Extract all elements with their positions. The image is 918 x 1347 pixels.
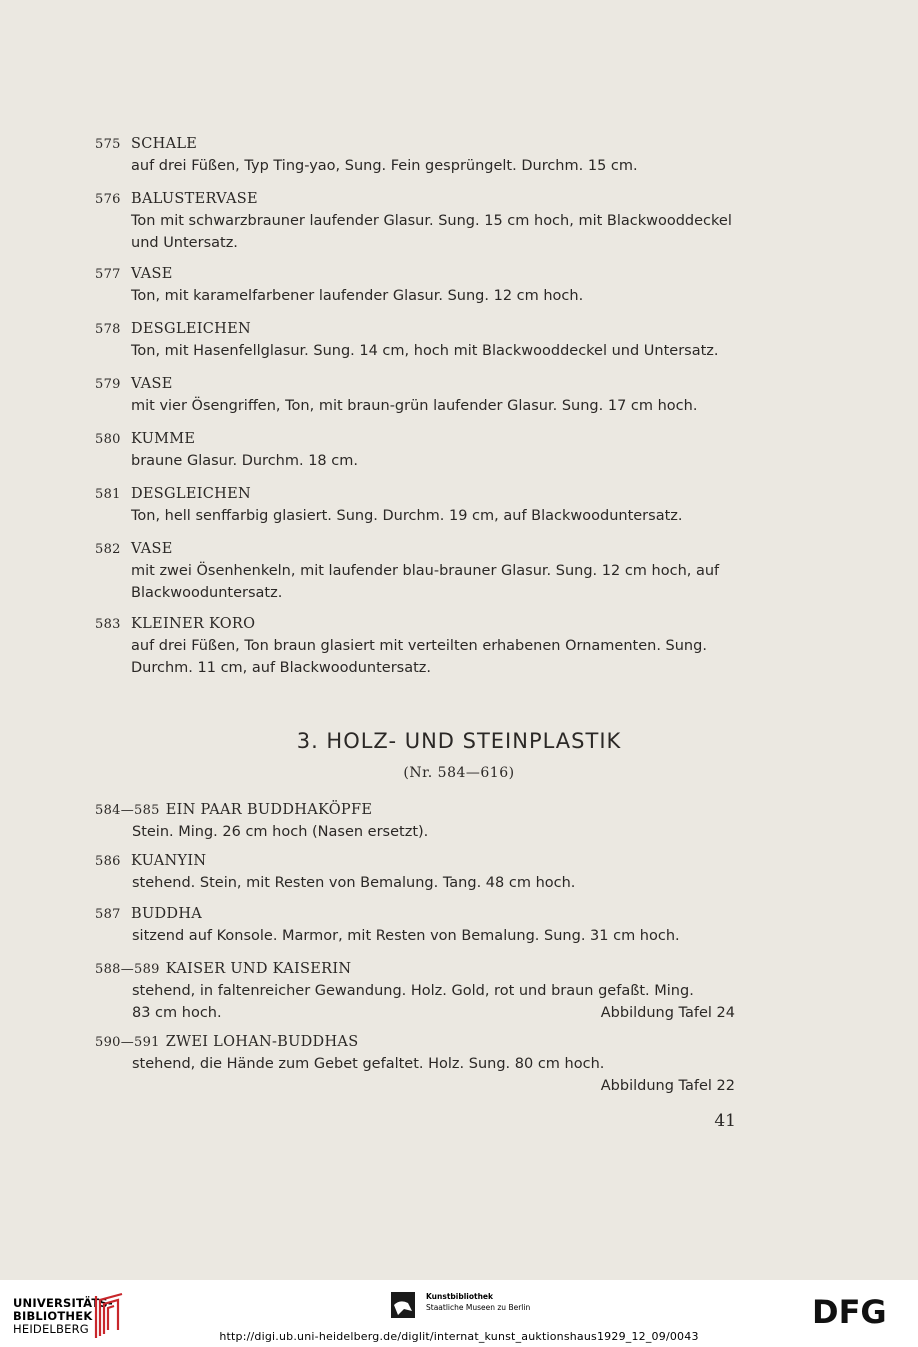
entry-description: mit vier Ösengriffen, Ton, mit braun-grün laufender Glasur. Sung. 17 cm hoch. [131,398,698,414]
entry-number: 575 [95,137,121,152]
entry-number: 579 [95,377,121,392]
catalog-entry [95,264,735,307]
entry-title: KAISER UND KAISERIN [165,961,352,977]
entry-title: BALUSTERVASE [131,191,258,207]
catalog-entry [95,429,735,472]
entry-title: KUANYIN [131,853,207,869]
entry-number: 583 [95,617,121,632]
kunstbibliothek-name: Kunstbibliothek [426,1292,494,1301]
catalog-entry [95,539,735,604]
entry-number: 578 [95,322,121,337]
catalog-entry [95,904,735,947]
entry-description: braune Glasur. Durchm. 18 cm. [131,453,358,469]
entry-description: und Untersatz. [131,235,238,251]
catalog-entry [95,134,735,177]
entry-description: stehend, die Hände zum Gebet gefaltet. Holz. Sung. 80 cm hoch. [132,1056,605,1072]
digitization-footer [0,1280,918,1347]
catalog-entry [95,319,735,362]
entry-description: 83 cm hoch. [132,1005,222,1021]
entry-title: BUDDHA [131,906,203,922]
entry-number: 577 [95,267,121,282]
entry-description: Ton mit schwarzbrauner laufender Glasur. Sung. 15 cm hoch, mit Blackwooddeckel [131,213,732,229]
catalog-entry [95,851,735,894]
kunstbibliothek-text [426,1291,530,1313]
dfg-logo [812,1296,908,1330]
entry-number: 588—589 [95,962,160,977]
entry-description: Stein. Ming. 26 cm hoch (Nasen ersetzt). [132,824,429,840]
entry-title: SCHALE [131,136,198,152]
catalog-entry [95,800,735,843]
entry-title: DESGLEICHEN [131,321,251,337]
plate-reference: Abbildung Tafel 22 [600,1078,735,1094]
entry-description: Ton, mit Hasenfellglasur. Sung. 14 cm, hoch mit Blackwooddeckel und Untersatz. [131,343,719,359]
library-name-line: BIBLIOTHEK [13,1309,93,1323]
entry-number: 587 [95,907,121,922]
entry-title: KUMME [131,431,196,447]
entry-description: Ton, hell senffarbig glasiert. Sung. Durchm. 19 cm, auf Blackwooduntersatz. [131,508,683,524]
entry-title: DESGLEICHEN [131,486,251,502]
entry-number: 580 [95,432,121,447]
kunstbibliothek-subtitle: Staatliche Museen zu Berlin [426,1303,531,1312]
catalog-entry [95,959,735,1024]
page-number: 41 [714,1111,736,1131]
kunstbibliothek-logo-icon [390,1291,418,1325]
entry-number: 586 [95,854,121,869]
library-name-line: UNIVERSITÄTS- [13,1296,113,1310]
entry-number: 582 [95,542,121,557]
entry-title: EIN PAAR BUDDHAKÖPFE [165,802,373,818]
entry-description: auf drei Füßen, Typ Ting-yao, Sung. Fein gesprüngelt. Durchm. 15 cm. [131,158,638,174]
plate-reference: Abbildung Tafel 24 [600,1005,735,1021]
catalog-entry [95,484,735,527]
entry-number: 581 [95,487,121,502]
catalog-entry [95,374,735,417]
entry-title: VASE [131,541,173,557]
entry-title: KLEINER KORO [131,616,256,632]
entry-number: 590—591 [95,1035,160,1050]
entry-description: auf drei Füßen, Ton braun glasiert mit verteilten erhabenen Ornamenten. Sung. [131,638,707,654]
entry-title: ZWEI LOHAN-BUDDHAS [165,1034,359,1050]
library-name-line: HEIDELBERG [13,1322,89,1336]
catalog-entry [95,614,735,679]
entry-description: mit zwei Ösenhenkeln, mit laufender blau-brauner Glasur. Sung. 12 cm hoch, auf [131,563,720,579]
catalog-entry [95,1032,735,1097]
entry-description: Durchm. 11 cm, auf Blackwooduntersatz. [131,660,431,676]
section-range: (Nr. 584—616) [403,765,515,781]
entry-title: VASE [131,266,173,282]
catalog-entry [95,189,735,254]
entry-description: stehend, in faltenreicher Gewandung. Holz. Gold, rot und braun gefaßt. Ming. [132,983,694,999]
entry-number: 576 [95,192,121,207]
section-title: 3. HOLZ- UND STEINPLASTIK [296,729,622,753]
dfg-logo-text: DFG [812,1296,887,1326]
entry-description: Ton, mit karamelfarbener laufender Glasur. Sung. 12 cm hoch. [131,288,584,304]
entry-description: sitzend auf Konsole. Marmor, mit Resten von Bemalung. Sung. 31 cm hoch. [132,928,680,944]
permalink-url[interactable]: http://digi.ub.uni-heidelberg.de/diglit/internat_kunst_auktionshaus1929_12_09/0043 [219,1330,699,1343]
entry-number: 584—585 [95,803,160,818]
entry-description: Blackwooduntersatz. [131,585,283,601]
entry-description: stehend. Stein, mit Resten von Bemalung. Tang. 48 cm hoch. [132,875,576,891]
entry-title: VASE [131,376,173,392]
